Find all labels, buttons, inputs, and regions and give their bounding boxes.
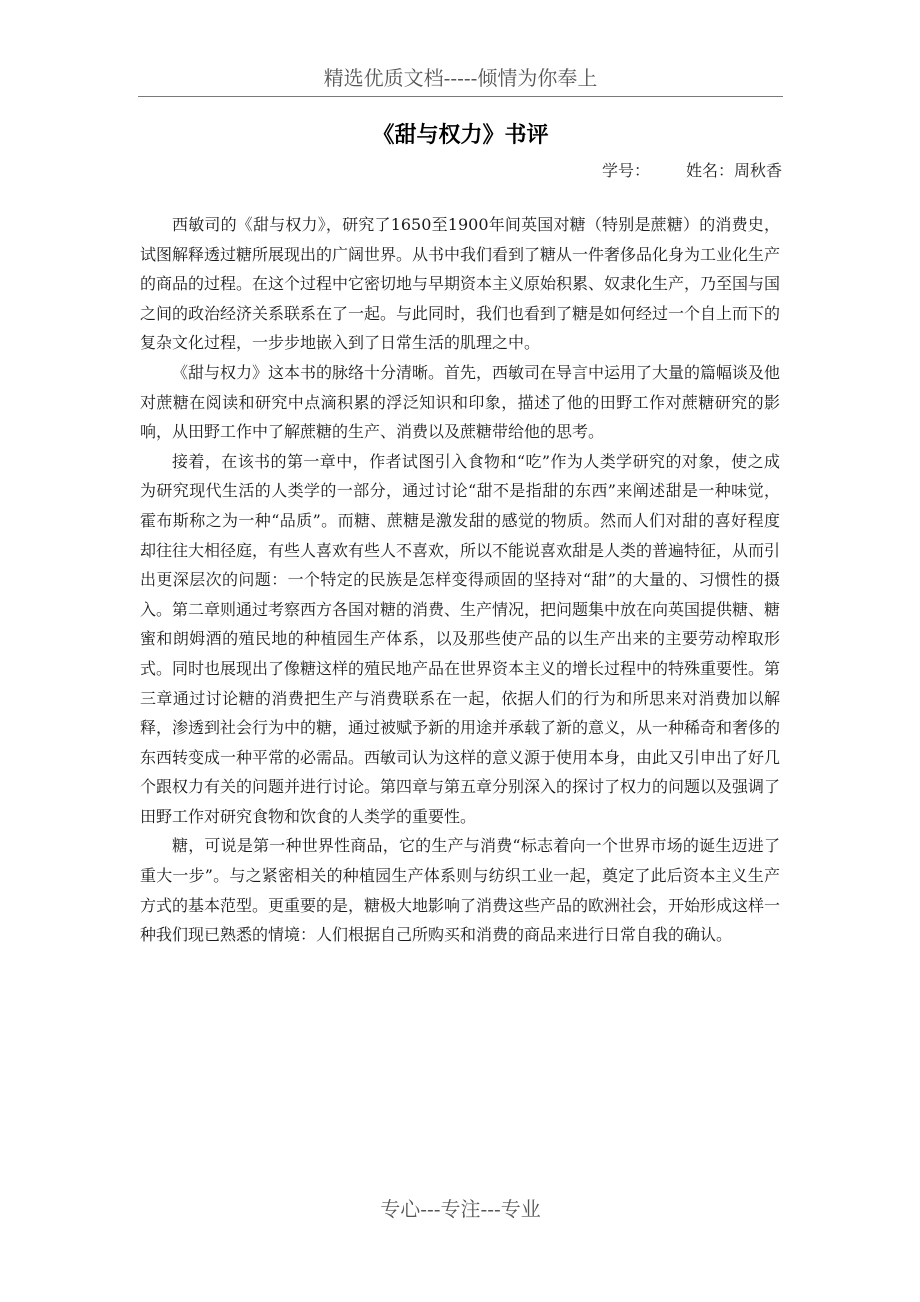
paragraph-4: 糖，可说是第一种世界性商品，它的生产与消费“标志着向一个世界市场的诞生迈进了重大一步”。与之紧密相关的种植园生产体系则与纺织工业一起，奠定了此后资本主义生产方式的基本范型。更重要的是，糖极大地影响了消费这些产品的欧洲社会，开始形成这样一种我们现已熟悉的情境：人们根据自己所购买和消费的商品来进行日常自我的确认。 bbox=[140, 836, 781, 945]
page-footer: 专心---专注---专业 bbox=[380, 1197, 541, 1221]
paragraph-3: 接着，在该书的第一章中，作者试图引入食物和“吃”作为人类学研究的对象，使之成为研究现代生活的人类学的一部分，通过讨论“甜不是指甜的东西”来阐述甜是一种味觉，霍布斯称之为一种“品质”。而糖、蔗糖是激发甜的感觉的物质。然而人们对甜的喜好程度却往往大相径庭，有些人喜欢有些人不喜欢，所以不能说喜欢甜是人类的普遍特征，从而引出更深层次的问题：一个特定的民族是怎样变得顽固的坚持对“甜”的大量的、习惯性的摄入。第二章则通过考察西方各国对糖的消费、生产情况，把问题集中放在向英国提供糖、糖蜜和朗姆酒的殖民地的种植园生产体系，以及那些使产品的以生产出来的主要劳动榨取形式。同时也展现出了像糖这样的殖民地产品在世界资本主义的增长过程中的特殊重要性。第三章通过讨论糖的消费把生产与消费联系在一起，依据人们的行为和所思来对消费加以解释，渗透到社会行为中的糖，通过被赋予新的用途并承载了新的意义，从一种稀奇和奢侈的东西转变成一种平常的必需品。西敏司认为这样的意义源于使用本身，由此又引申出了好几个跟权力有关的问题并进行讨论。第四章与第五章分别深入的探讨了权力的问题以及强调了田野工作对研究食物和饮食的人类学的重要性。 bbox=[140, 451, 781, 826]
author-line bbox=[602, 159, 782, 183]
header-divider bbox=[138, 96, 783, 97]
name-value: 周秋香 bbox=[733, 161, 782, 180]
paragraph-2: 《甜与权力》这本书的脉络十分清晰。首先，西敏司在导言中运用了大量的篇幅谈及他对蔗糖在阅读和研究中点滴积累的浮泛知识和印象，描述了他的田野工作对蔗糖研究的影响，从田野工作中了解蔗糖的生产、消费以及蔗糖带给他的思考。 bbox=[140, 362, 781, 442]
document-body bbox=[140, 210, 780, 950]
page-header: 精选优质文档-----倾情为你奉上 bbox=[323, 66, 598, 90]
student-id-label: 学号： bbox=[601, 161, 650, 180]
paragraph-1: 西敏司的《甜与权力》，研究了1650至1900年间英国对糖（特别是蔗糖）的消费史，试图解释透过糖所展现出的广阔世界。从书中我们看到了糖从一件奢侈品化身为工业化生产的商品的过程。在这个过程中它密切地与早期资本主义原始积累、奴隶化生产，乃至国与国之间的政治经济关系联系在了一起。与此同时，我们也看到了糖是如何经过一个自上而下的复杂文化过程，一步步地嵌入到了日常生活的肌理之中。 bbox=[140, 215, 781, 353]
document-title: 《甜与权力》书评 bbox=[372, 122, 549, 148]
name-label: 姓名： bbox=[685, 161, 734, 180]
